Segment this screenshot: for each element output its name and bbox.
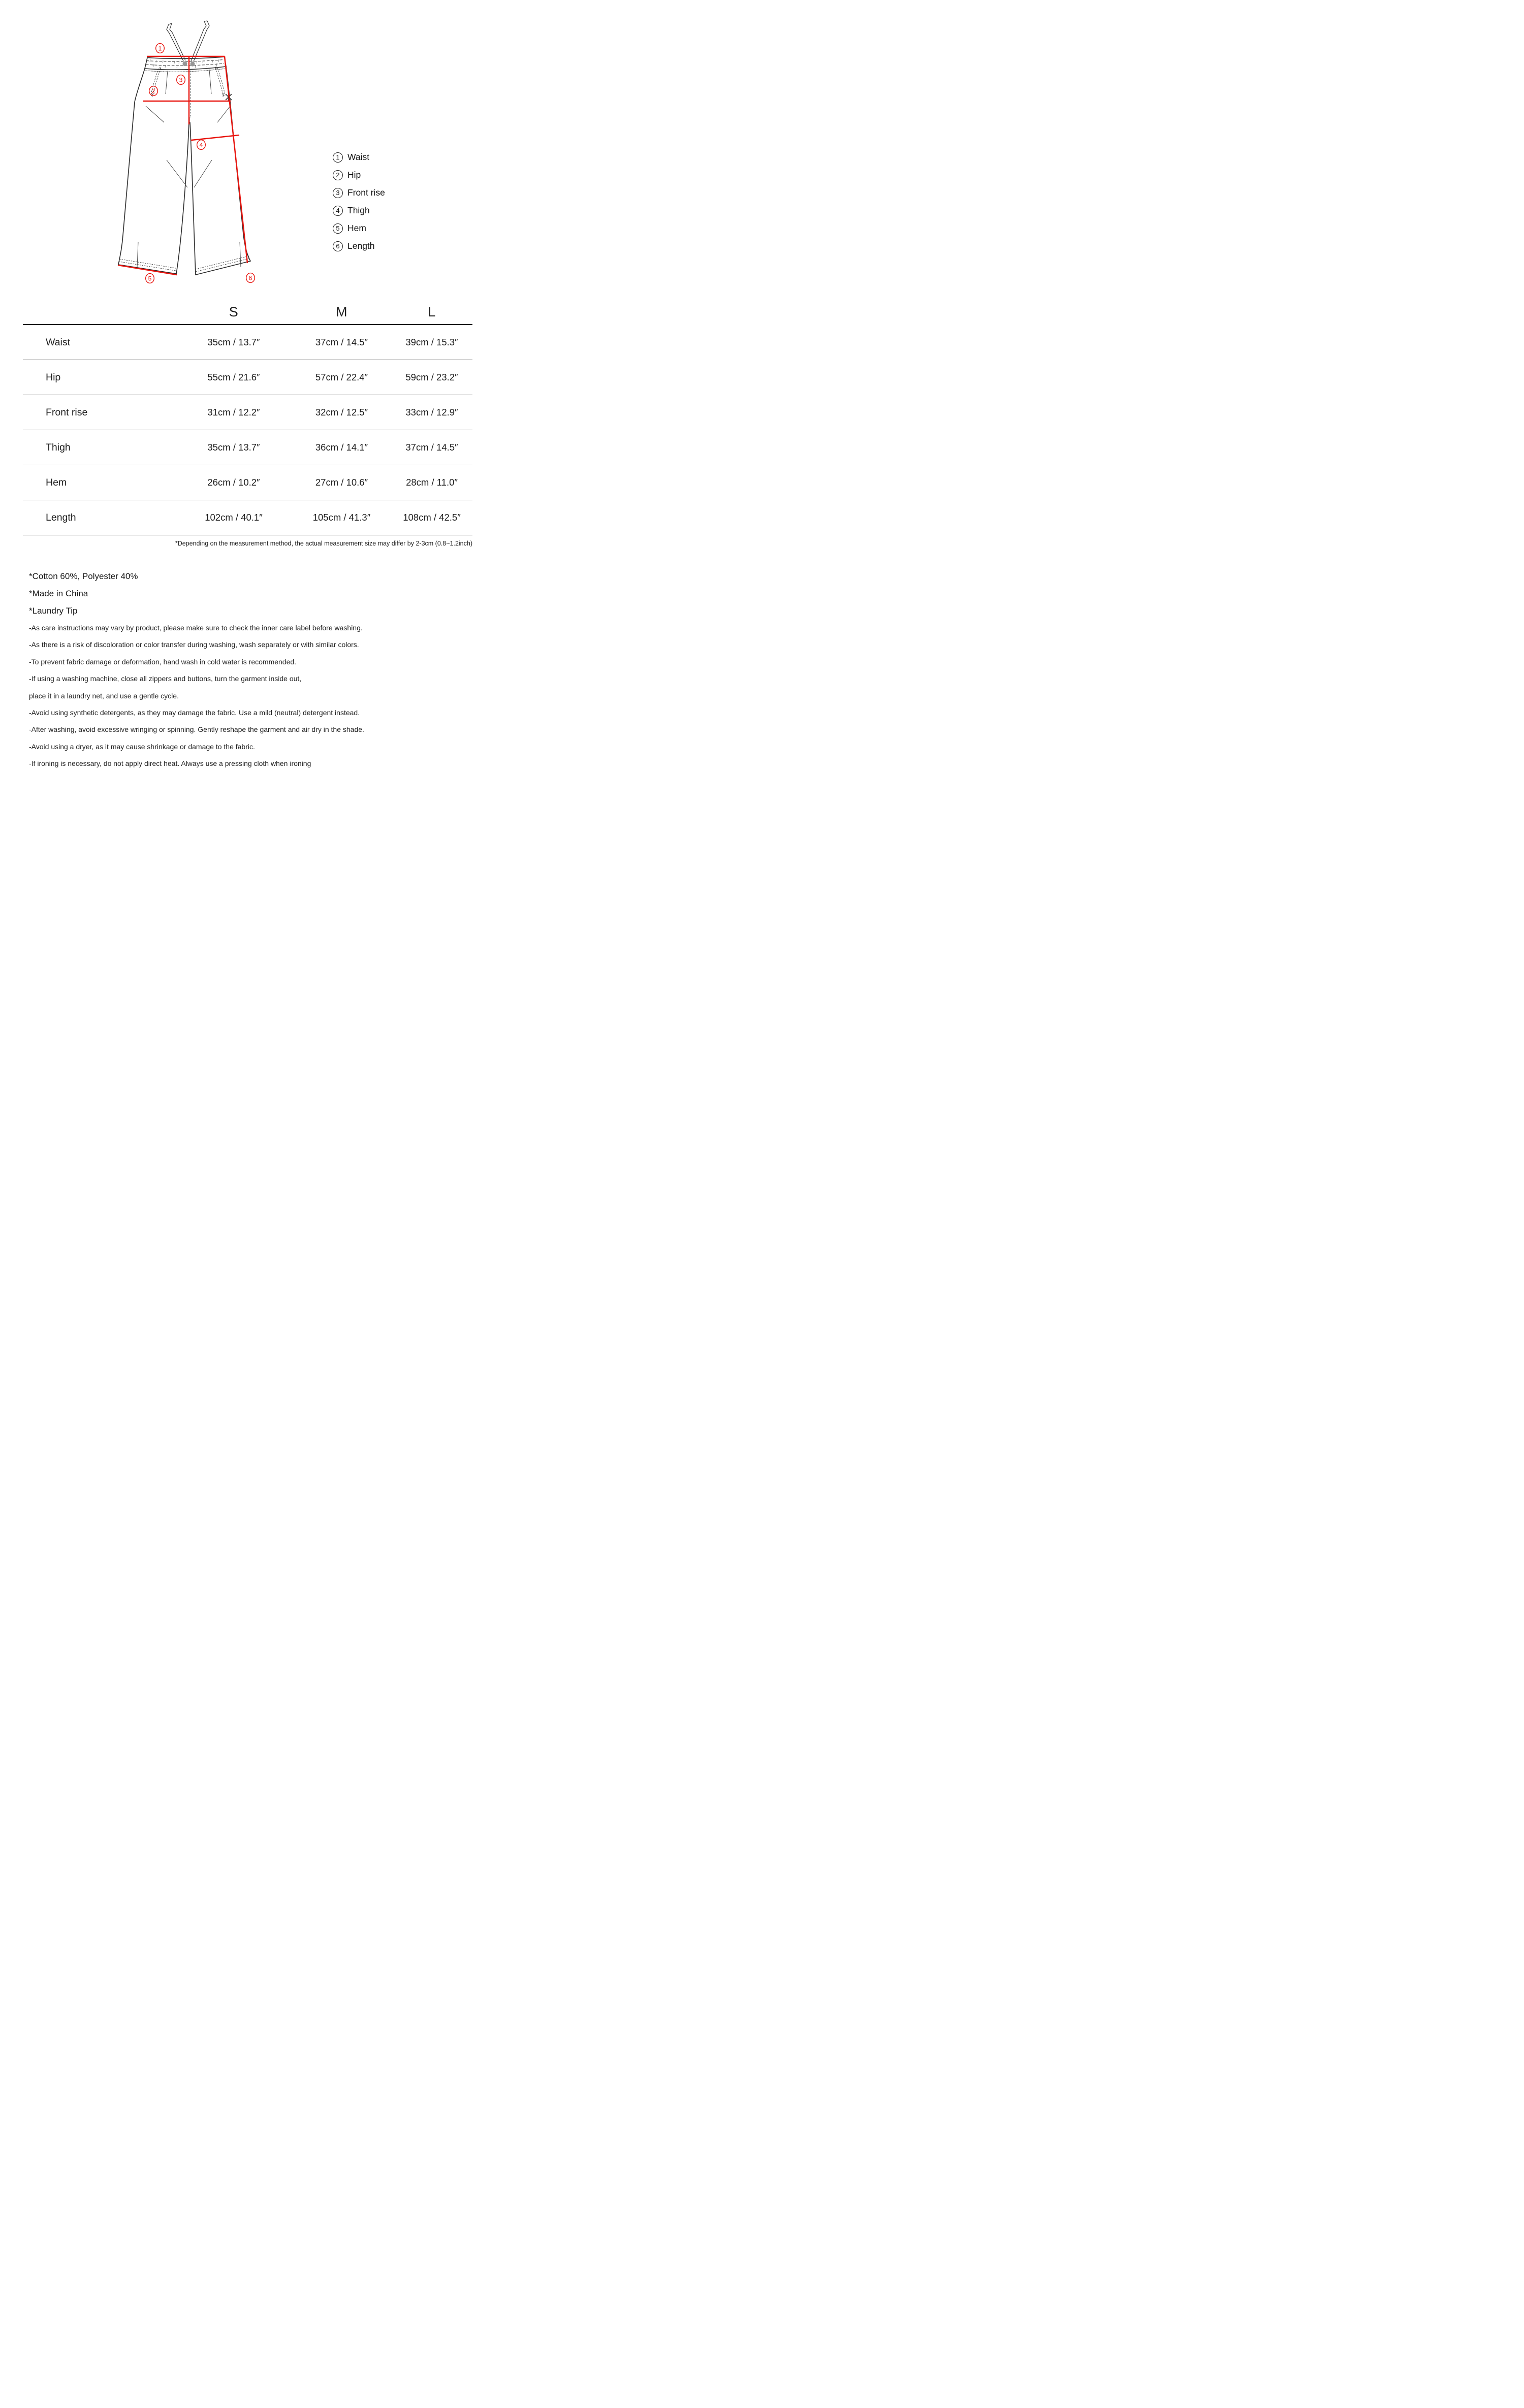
care-instruction-line: -If using a washing machine, close all zippers and buttons, turn the garment inside out,: [29, 675, 302, 683]
row-label: Length: [46, 511, 76, 523]
cell-l: 39cm / 15.3″: [405, 337, 458, 347]
cell-m: 36cm / 14.1″: [315, 442, 368, 453]
circled-number-icon: 3: [333, 188, 343, 198]
legend-item-hip: [333, 166, 385, 184]
row-label: Thigh: [46, 441, 71, 453]
legend-item-waist: [333, 148, 385, 166]
cell-l: 37cm / 14.5″: [405, 442, 458, 453]
circled-number-icon: 4: [333, 206, 343, 216]
cell-l: 108cm / 42.5″: [403, 512, 461, 523]
cell-l: 33cm / 12.9″: [405, 407, 458, 418]
cell-m: 32cm / 12.5″: [315, 407, 368, 418]
cell-s: 35cm / 13.7″: [207, 442, 260, 453]
row-label: Waist: [46, 336, 71, 348]
care-instruction-line: -After washing, avoid excessive wringing or spinning. Gently reshape the garment and air dry in the shade.: [29, 725, 364, 734]
cell-s: 35cm / 13.7″: [207, 337, 260, 347]
row-label: Hem: [46, 476, 67, 488]
cell-s: 102cm / 40.1″: [205, 512, 263, 523]
table-row-front-rise: [23, 395, 472, 430]
table-row-hip: [23, 360, 472, 395]
column-header-l: L: [428, 304, 436, 319]
laundry-tip-heading: *Laundry Tip: [29, 606, 78, 616]
size-table: [23, 300, 472, 547]
circled-number-icon: 1: [333, 152, 343, 163]
table-row-length: [23, 500, 472, 535]
legend-label: Waist: [347, 152, 370, 162]
thigh-line: [191, 135, 239, 140]
cell-l: 59cm / 23.2″: [405, 372, 458, 382]
row-label: Hip: [46, 371, 61, 383]
marker-2: 2: [151, 87, 155, 95]
size-table-header: [23, 300, 472, 325]
cell-s: 31cm / 12.2″: [207, 407, 260, 418]
legend-label: Hem: [347, 223, 366, 233]
marker-5: 5: [148, 275, 152, 282]
country-of-origin: *Made in China: [29, 589, 88, 598]
care-instruction-line: -Avoid using synthetic detergents, as they may damage the fabric. Use a mild (neutral) detergent instead.: [29, 708, 360, 717]
legend-label: Thigh: [347, 205, 370, 215]
measurement-legend: [333, 148, 385, 255]
measurement-lines: [118, 56, 247, 275]
product-notes: [29, 568, 486, 773]
marker-1: 1: [158, 45, 162, 52]
care-instruction-line: -If ironing is necessary, do not apply direct heat. Always use a pressing cloth when ironing: [29, 759, 311, 768]
row-label: Front rise: [46, 406, 88, 418]
cell-m: 37cm / 14.5″: [315, 337, 368, 347]
cell-m: 57cm / 22.4″: [315, 372, 368, 382]
cell-m: 105cm / 41.3″: [312, 512, 371, 523]
marker-3: 3: [179, 76, 183, 84]
legend-item-hem: [333, 219, 385, 237]
table-row-waist: [23, 325, 472, 360]
legend-label: Length: [347, 241, 375, 251]
fabric-composition: *Cotton 60%, Polyester 40%: [29, 571, 138, 581]
care-instruction-line: -To prevent fabric damage or deformation, hand wash in cold water is recommended.: [29, 657, 297, 666]
size-guide-page: [0, 0, 508, 802]
circled-number-icon: 5: [333, 223, 343, 234]
legend-item-thigh: [333, 202, 385, 219]
care-instruction-line: -Avoid using a dryer, as it may cause shrinkage or damage to the fabric.: [29, 742, 255, 751]
grommet-icon: [190, 61, 195, 66]
legend-label: Front rise: [347, 187, 385, 198]
care-instruction-line: -As there is a risk of discoloration or color transfer during washing, wash separately or with similar colors.: [29, 640, 359, 649]
legend-item-front-rise: [333, 184, 385, 202]
legend-item-length: [333, 237, 385, 255]
column-header-m: M: [336, 304, 347, 319]
cell-s: 26cm / 10.2″: [207, 477, 260, 488]
cell-l: 28cm / 11.0″: [406, 477, 458, 488]
circled-number-icon: 2: [333, 170, 343, 180]
length-line: [225, 56, 247, 263]
table-row-thigh: [23, 430, 472, 465]
marker-4: 4: [199, 141, 203, 149]
measurement-footnote: *Depending on the measurement method, the actual measurement size may differ by 2-3cm (0.8~1.2inch): [175, 540, 472, 547]
column-header-s: S: [229, 304, 239, 319]
grommet-icon: [182, 61, 187, 66]
circled-number-icon: 6: [333, 241, 343, 251]
drawstring-icon: [167, 21, 209, 61]
marker-6: 6: [248, 274, 252, 282]
hem-line: [118, 265, 177, 275]
cell-s: 55cm / 21.6″: [207, 372, 260, 382]
pants-technical-drawing: [113, 17, 265, 286]
care-instruction-line: place it in a laundry net, and use a gentle cycle.: [29, 691, 179, 700]
table-row-hem: [23, 465, 472, 500]
cell-m: 27cm / 10.6″: [315, 477, 368, 488]
marker-circles: [146, 44, 255, 283]
care-instruction-line: -As care instructions may vary by product, please make sure to check the inner care label before washing.: [29, 624, 363, 632]
legend-label: Hip: [347, 170, 361, 180]
